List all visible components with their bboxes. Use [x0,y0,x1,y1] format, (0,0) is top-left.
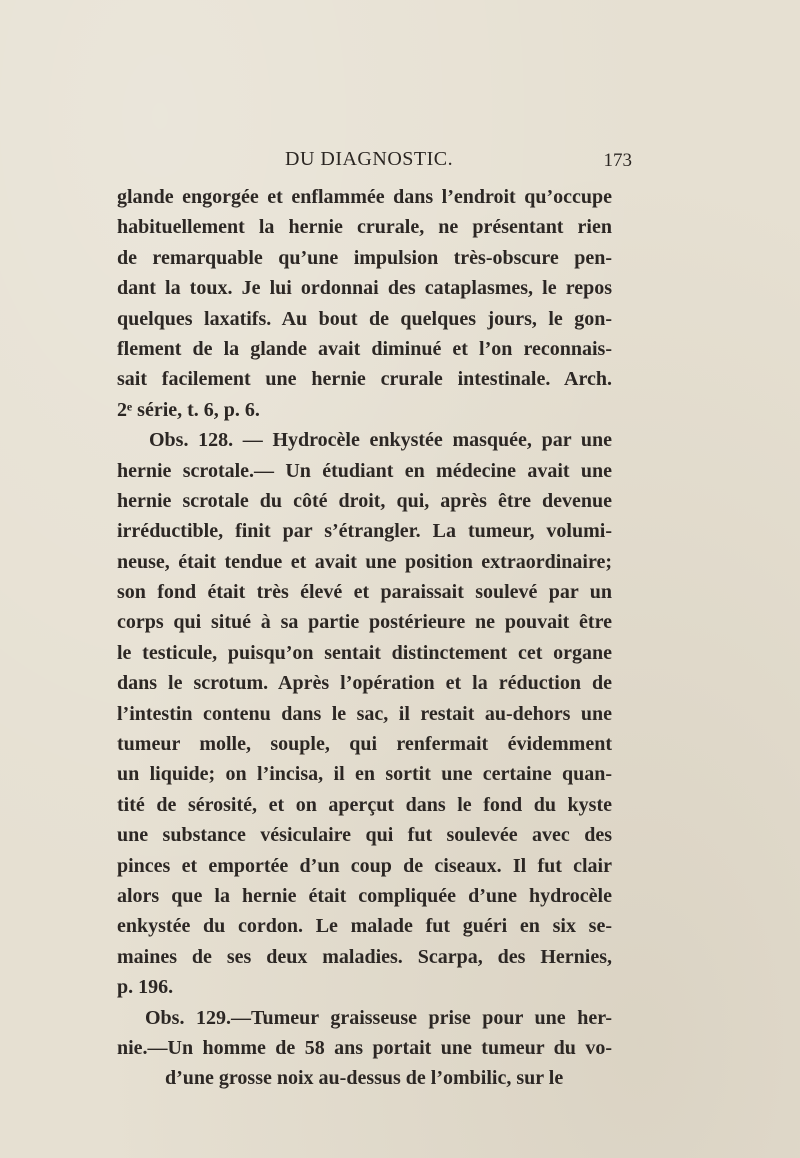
text-line: habituellement la hernie crurale, ne présentant rien [117,216,612,239]
observation-heading-line: Obs. 129.—Tumeur graisseuse prise pour une her- [145,1006,612,1029]
page-header-title: DU DIAGNOSTIC. [285,148,454,170]
text-line: hernie scrotale.— Un étudiant en médecine avait une [117,459,612,482]
text-line: p. 196. [117,976,174,999]
text-line: maines de ses deux maladies. Scarpa, des Hernies, [117,945,612,968]
text-line: 2ᵉ série, t. 6, p. 6. [117,398,260,421]
text-line: sait facilement une hernie crurale intestinale. Arch. [117,368,612,391]
page-body-text [117,182,612,1094]
text-line: de remarquable qu’une impulsion très-obscure pen- [117,246,612,269]
text-line: dans le scrotum. Après l’opération et la réduction de [117,672,612,695]
text-line: d’une grosse noix au-dessus de l’ombilic, sur le [165,1067,564,1090]
text-line: corps qui situé à sa partie postérieure ne pouvait être [117,611,612,634]
page-number: 173 [603,150,632,171]
text-line: tité de sérosité, et on aperçut dans le fond du kyste [117,793,612,816]
text-line: hernie scrotale du côté droit, qui, après être devenue [117,489,612,512]
text-line: irréductible, finit par s’étrangler. La tumeur, volumi- [117,520,612,543]
running-head [120,148,632,178]
text-line: pinces et emportée d’un coup de ciseaux. Il fut clair [117,854,612,877]
text-line: une substance vésiculaire qui fut soulevée avec des [117,824,612,847]
text-line: enkystée du cordon. Le malade fut guéri en six se- [117,915,612,938]
text-line: nie.—Un homme de 58 ans portait une tumeur du vo- [117,1036,612,1059]
text-line: un liquide; on l’incisa, il en sortit une certaine quan- [117,763,612,786]
text-line: quelques laxatifs. Au bout de quelques jours, le gon- [117,307,612,330]
text-line: tumeur molle, souple, qui renfermait évidemment [117,733,612,756]
text-line: alors que la hernie était compliquée d’une hydrocèle [117,884,612,907]
text-line: le testicule, puisqu’on sentait distinctement cet organe [117,641,612,664]
text-line: glande engorgée et enflammée dans l’endroit qu’occupe [117,186,612,208]
text-line: l’intestin contenu dans le sac, il restait au-dehors une [117,702,612,725]
text-line: neuse, était tendue et avait une position extraordinaire; [117,550,612,573]
text-line: son fond était très élevé et paraissait soulevé par un [117,581,612,604]
text-line: flement de la glande avait diminué et l’on reconnais- [117,337,612,360]
text-line: dant la toux. Je lui ordonnai des cataplasmes, le repos [117,277,612,300]
observation-heading-line: Obs. 128. — Hydrocèle enkystée masquée, par une [149,429,612,452]
